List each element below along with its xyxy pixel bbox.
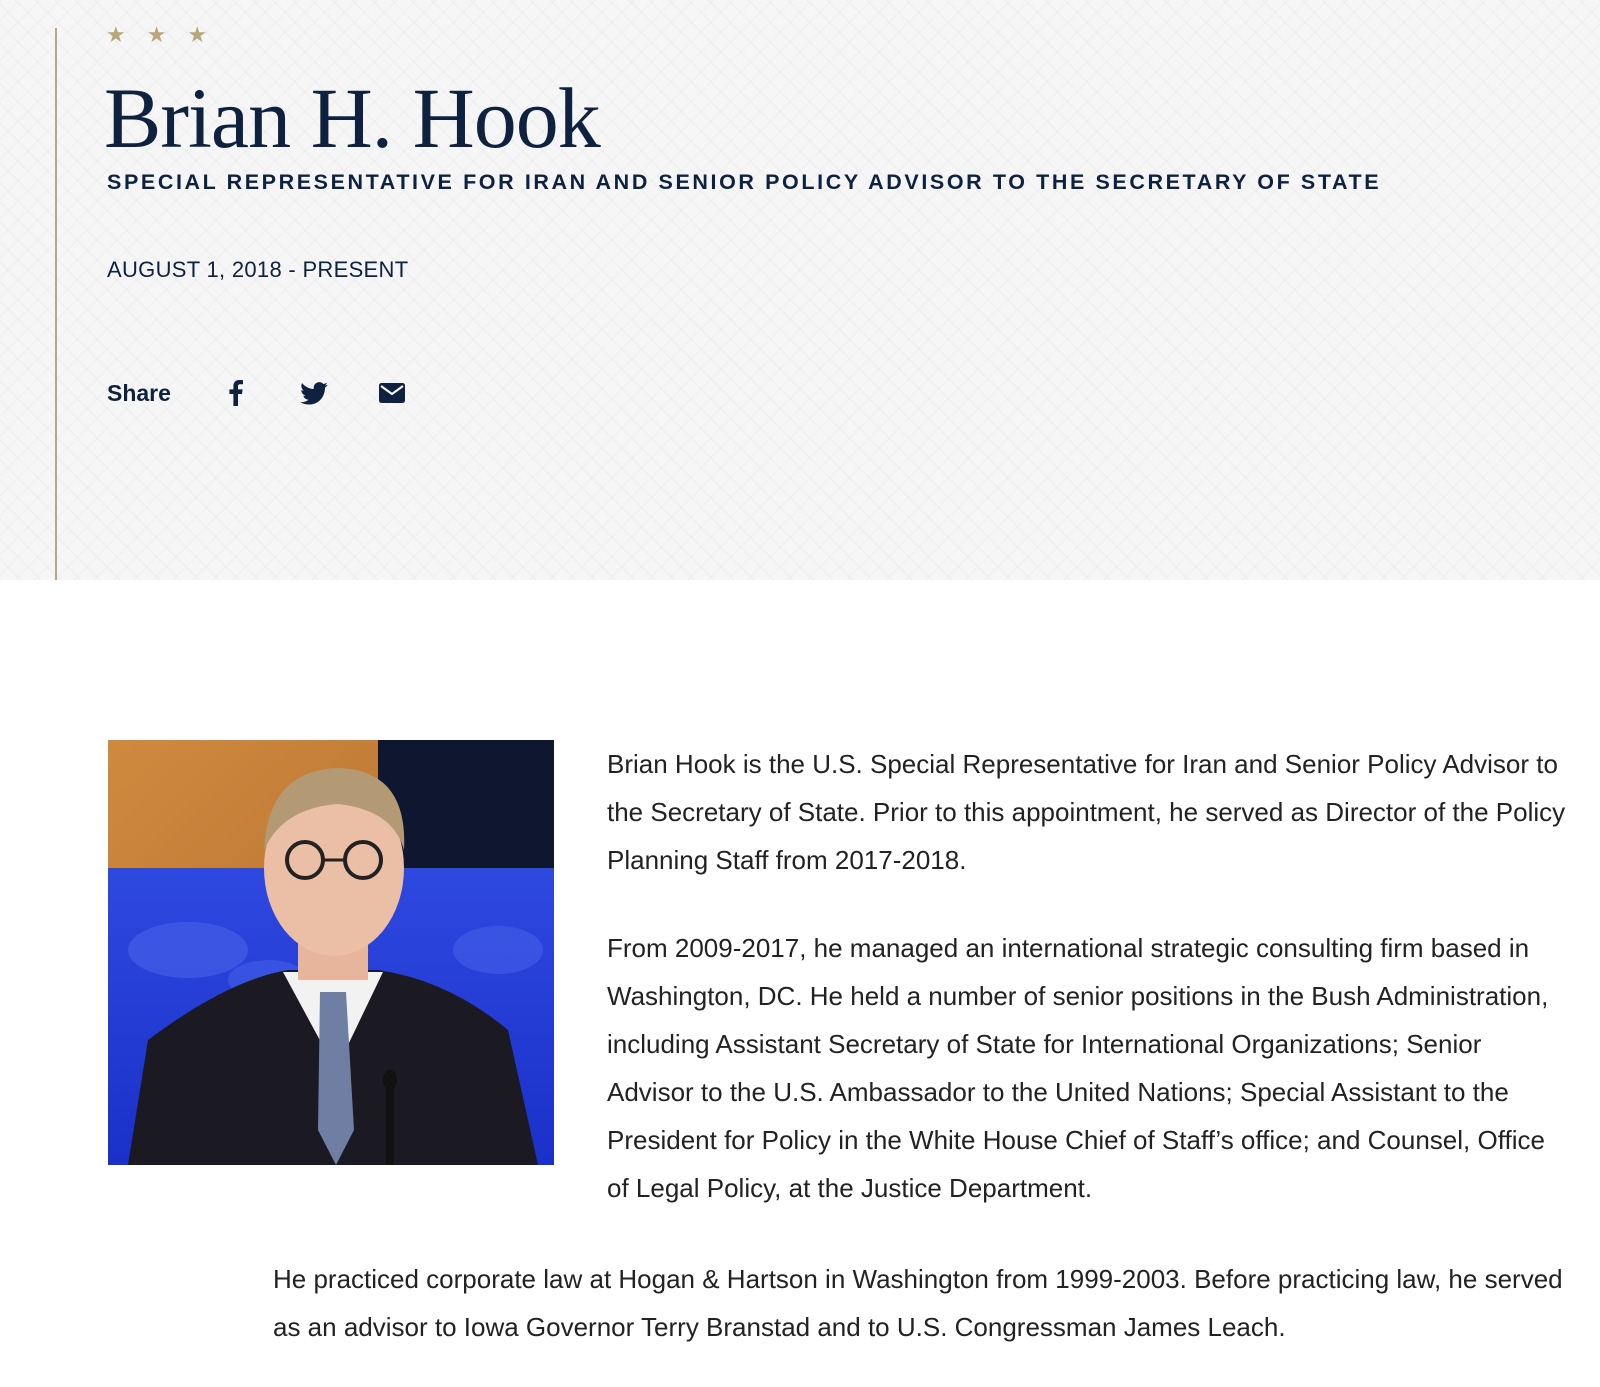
share-label: Share	[107, 379, 171, 406]
page-title: Brian H. Hook	[104, 70, 600, 166]
gold-divider	[55, 28, 57, 580]
share-bar	[107, 373, 457, 413]
facebook-share-button[interactable]	[223, 380, 249, 406]
twitter-icon	[300, 382, 328, 405]
facebook-icon	[229, 380, 243, 406]
email-share-button[interactable]	[379, 380, 405, 406]
bio-paragraph: Brian Hook is the U.S. Special Representative for Iran and Senior Policy Advisor to the Secretary of State. Prior to this appointment, he served as Director of the Policy Planning Staff from 2017-2018.	[607, 749, 1566, 875]
stars-icon: ★ ★ ★	[106, 23, 215, 48]
bio-paragraph: He practiced corporate law at Hogan & Hartson in Washington from 1999-2003. Before practicing law, he served as an advisor to Iowa Governor Terry Branstad and to U.S. Congressman James Leach.	[273, 1264, 1563, 1342]
tenure-dates: AUGUST 1, 2018 - PRESENT	[107, 257, 409, 282]
official-title: SPECIAL REPRESENTATIVE FOR IRAN AND SENIOR POLICY ADVISOR TO THE SECRETARY OF STATE	[107, 170, 1382, 194]
portrait-photo	[108, 740, 554, 1165]
bio-paragraph: From 2009-2017, he managed an international strategic consulting firm based in Washington, DC. He held a number of senior positions in the Bush Administration, including Assistant Secretary of State for International Organizations; Senior Advisor to the U.S. Ambassador to the United Nations; Special Assistant to the President for Policy in the White House Chief of Staff’s office; and Counsel, Office of Legal Policy, at the Justice Department.	[607, 933, 1549, 1203]
twitter-share-button[interactable]	[301, 380, 327, 406]
hero-banner	[0, 0, 1600, 580]
email-icon	[379, 383, 405, 403]
